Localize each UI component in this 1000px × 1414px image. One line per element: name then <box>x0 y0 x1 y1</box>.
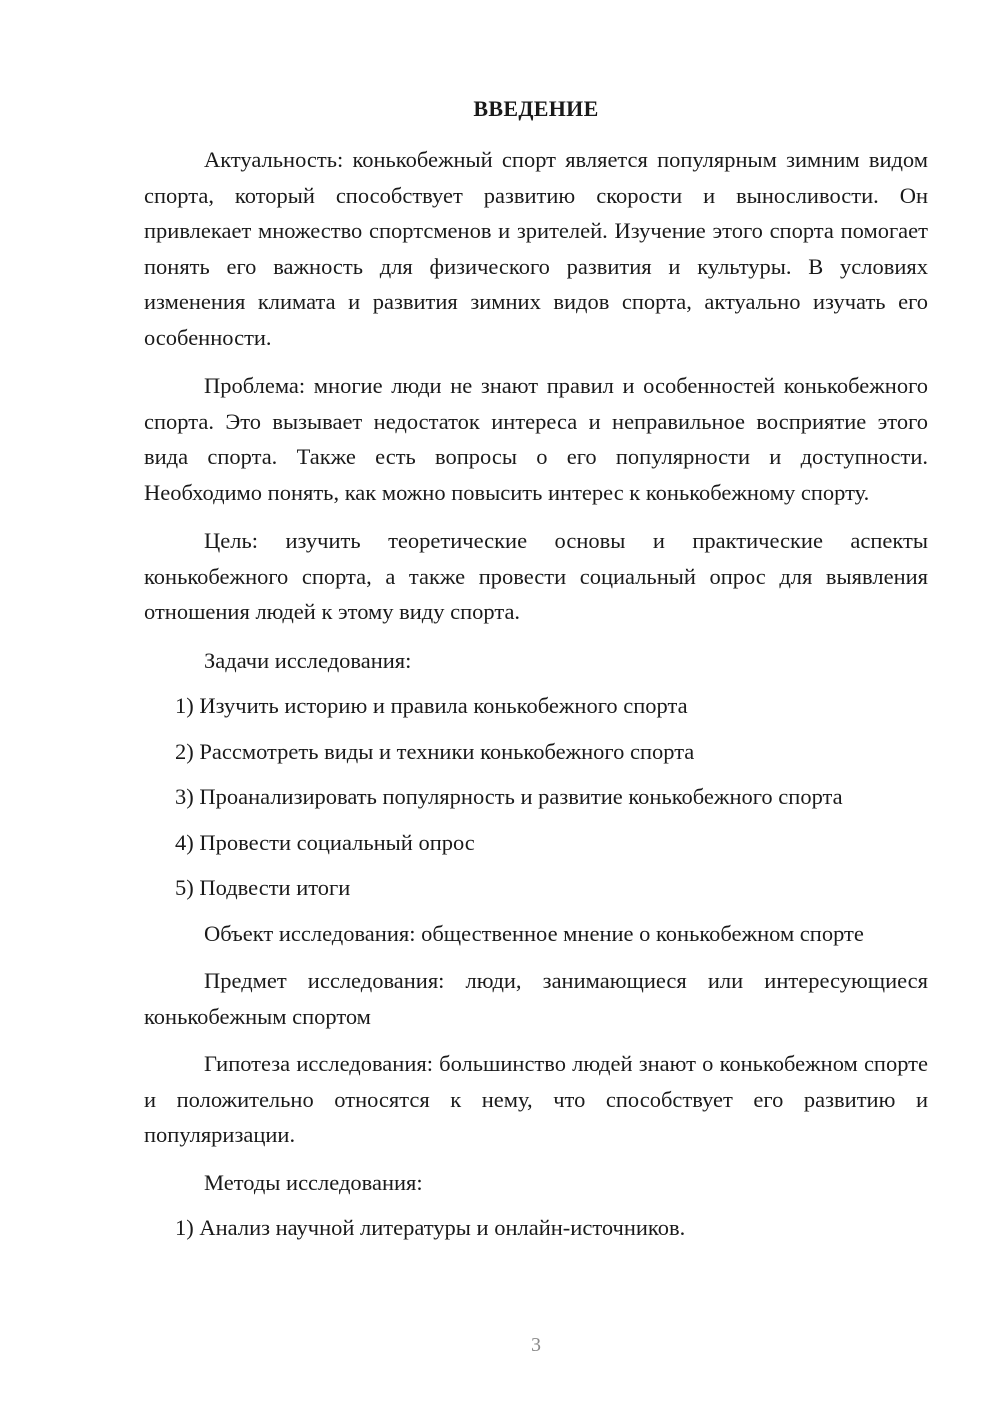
subject-paragraph: Предмет исследования: люди, занимающиеся или интересующиеся конькобежным спортом <box>144 968 928 1029</box>
list-item: 1) Изучить историю и правила конькобежного спорта <box>175 693 688 718</box>
object-paragraph: Объект исследования: общественное мнение о конькобежном спорте <box>204 920 864 946</box>
hypothesis-paragraph: Гипотеза исследования: большинство людей знают о конькобежном спорте и положительно относятся к нему, что способствует его развитию и популяризации. <box>144 1051 928 1147</box>
list-item: 1) Анализ научной литературы и онлайн-источников. <box>175 1215 686 1240</box>
tasks-list <box>144 688 928 906</box>
document-body <box>144 142 928 1246</box>
list-item: 3) Проанализировать популярность и развитие конькобежного спорта <box>175 784 843 809</box>
methods-heading: Методы исследования: <box>204 1169 423 1195</box>
list-item: 5) Подвести итоги <box>175 875 351 900</box>
methods-list <box>144 1210 928 1246</box>
list-item: 2) Рассмотреть виды и техники конькобежного спорта <box>175 738 695 764</box>
goal-paragraph: Цель: изучить теоретические основы и практические аспекты конькобежного спорта, а также провести социальный опрос для выявления отношения людей к этому виду спорта. <box>144 528 928 624</box>
page-number: 3 <box>531 1334 541 1356</box>
problem-paragraph: Проблема: многие люди не знают правил и особенностей конькобежного спорта. Это вызывает недостаток интереса и неправильное восприятие этого вида спорта. Также есть вопросы о его популярности и доступности. Необходимо понять, как можно повысить интерес к конькобежному спорту. <box>144 373 928 505</box>
list-item: 4) Провести социальный опрос <box>175 829 475 855</box>
tasks-heading: Задачи исследования: <box>204 647 412 673</box>
page-title: ВВЕДЕНИЕ <box>473 96 599 121</box>
relevance-paragraph: Актуальность: конькобежный спорт является популярным зимним видом спорта, который способствует развитию скорости и выносливости. Он привлекает множество спортсменов и зрителей. Изучение этого спорта помогает понять его важность для физического развития и культуры. В условиях изменения климата и развития зимних видов спорта, актуально изучать его особенности. <box>144 147 928 350</box>
